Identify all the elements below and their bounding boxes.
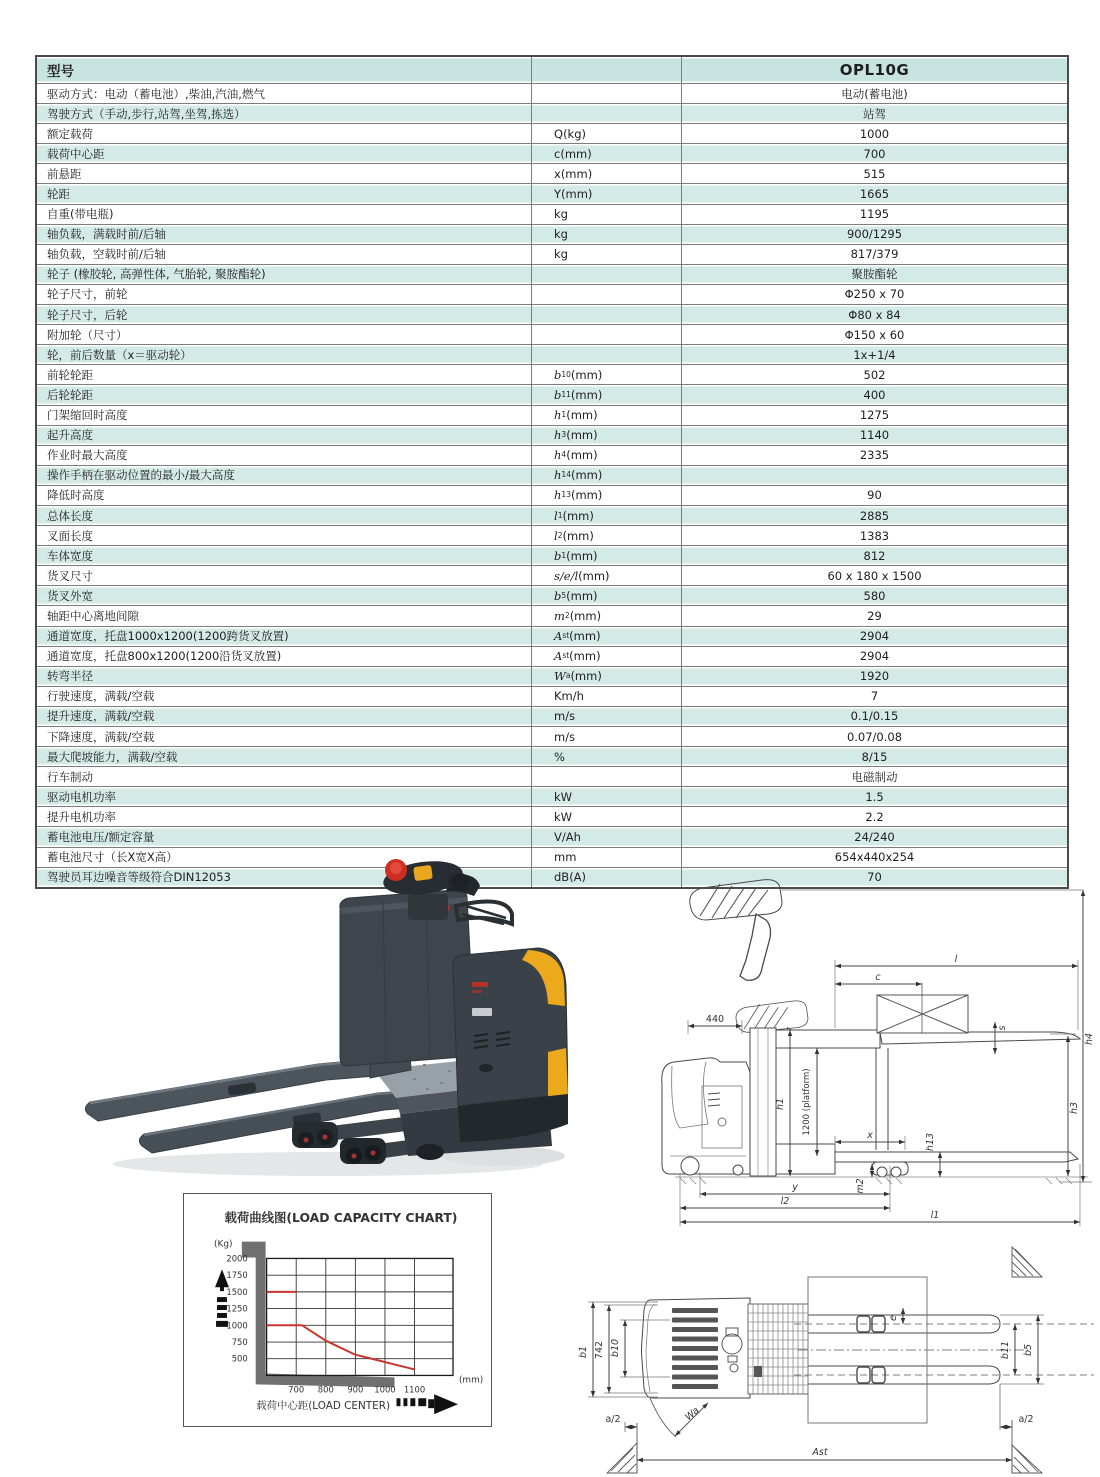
spec-unit bbox=[532, 104, 682, 123]
spec-label: 附加轮（尺寸） bbox=[37, 325, 532, 344]
dim-label-l2: l2 bbox=[780, 1196, 790, 1207]
spec-label: 额定载荷 bbox=[37, 124, 532, 143]
spec-label: 轮距 bbox=[37, 184, 532, 203]
spec-value: 0.1/0.15 bbox=[850, 709, 899, 724]
spec-value: 2885 bbox=[859, 508, 890, 523]
spec-label: 提升速度，满载/空载 bbox=[37, 707, 532, 726]
table-row bbox=[37, 205, 1067, 225]
table-row bbox=[37, 506, 1067, 526]
spec-value: 400 bbox=[863, 387, 886, 402]
spec-unit: h 13 (mm) bbox=[532, 486, 682, 505]
model-header-value: OPL10G bbox=[839, 61, 910, 79]
spec-value: 700 bbox=[863, 146, 886, 161]
spec-value: 24/240 bbox=[854, 830, 895, 845]
dim-label-l: l bbox=[954, 954, 958, 965]
table-row bbox=[37, 365, 1067, 385]
spec-unit: b 11 (mm) bbox=[532, 385, 682, 404]
spec-label: 货叉尺寸 bbox=[37, 566, 532, 585]
svg-text:900: 900 bbox=[347, 1384, 364, 1395]
spec-value: 1.5 bbox=[865, 789, 884, 804]
spec-label: 蓄电池尺寸（长X宽X高） bbox=[37, 848, 532, 867]
spec-label: 操作手柄在驱动位置的最小/最大高度 bbox=[37, 466, 532, 485]
spec-label: 轮子 (橡胶轮, 高弹性体, 气胎轮, 聚胺酯轮) bbox=[37, 265, 532, 284]
dim-label-h13: h13 bbox=[925, 1132, 936, 1152]
load-box bbox=[877, 983, 968, 1033]
spec-value: 电动(蓄电池) bbox=[841, 86, 908, 101]
spec-label: 轴距中心离地间隙 bbox=[37, 606, 532, 625]
spec-value: 29 bbox=[867, 608, 882, 623]
table-row bbox=[37, 285, 1067, 305]
horn-button bbox=[413, 865, 433, 881]
spec-value: Φ150 x 60 bbox=[844, 327, 905, 342]
dim-label-wa: Wa bbox=[683, 1405, 702, 1424]
table-row bbox=[37, 265, 1067, 285]
svg-text:750: 750 bbox=[231, 1336, 248, 1347]
spec-value: 654x440x254 bbox=[834, 850, 915, 865]
spec-label: 轮，前后数量（x＝驱动轮） bbox=[37, 345, 532, 364]
table-row bbox=[37, 667, 1067, 687]
spec-value: 1665 bbox=[859, 187, 890, 202]
spec-label: 驱动电机功率 bbox=[37, 787, 532, 806]
topview-platform-deck bbox=[748, 1304, 808, 1394]
spec-unit bbox=[532, 345, 682, 364]
spec-value: 502 bbox=[863, 367, 886, 382]
table-row bbox=[37, 546, 1067, 566]
spec-unit: dB(A) bbox=[532, 868, 682, 887]
spec-value: 1920 bbox=[859, 669, 890, 684]
spec-unit: Km/h bbox=[532, 687, 682, 706]
plot-border bbox=[267, 1258, 453, 1375]
dim-label-440: 440 bbox=[705, 1014, 725, 1025]
dim-label-x: x bbox=[867, 1130, 873, 1141]
spec-value: 1275 bbox=[859, 408, 890, 423]
spec-label: 行车制动 bbox=[37, 767, 532, 786]
spec-value: 60 x 180 x 1500 bbox=[827, 568, 922, 583]
spec-label: 总体长度 bbox=[37, 506, 532, 525]
rear-power-unit bbox=[453, 948, 568, 1142]
spec-value: 817/379 bbox=[850, 247, 899, 262]
spec-unit bbox=[532, 767, 682, 786]
spec-label: 通道宽度，托盘800x1200(1200沿货叉放置) bbox=[37, 647, 532, 666]
spec-label: 蓄电池电压/额定容量 bbox=[37, 827, 532, 846]
table-row bbox=[37, 606, 1067, 626]
capacity-chart-svg bbox=[184, 1194, 491, 1426]
spec-value: 聚胺酯轮 bbox=[851, 267, 898, 282]
table-row bbox=[37, 385, 1067, 405]
spec-unit: h 1 (mm) bbox=[532, 406, 682, 425]
dim-label-h4: h4 bbox=[1084, 1032, 1095, 1046]
dim-label-a2-right: a/2 bbox=[1018, 1414, 1034, 1425]
thick-axis bbox=[242, 1242, 395, 1388]
spec-label: 通道宽度，托盘1000x1200(1200跨货叉放置) bbox=[37, 627, 532, 646]
side-view-drawing bbox=[650, 876, 1100, 1248]
table-row bbox=[37, 184, 1067, 204]
spec-value: 1140 bbox=[859, 428, 890, 443]
spec-unit bbox=[532, 285, 682, 304]
table-row bbox=[37, 807, 1067, 827]
spec-unit: l 2 (mm) bbox=[532, 526, 682, 545]
spec-label: 轴负载，满载时前/后轴 bbox=[37, 225, 532, 244]
spec-value: 1195 bbox=[859, 207, 890, 222]
dim-label-c: c bbox=[875, 972, 881, 983]
table-row bbox=[37, 426, 1067, 446]
table-row bbox=[37, 787, 1067, 807]
spec-unit: Y (mm) bbox=[532, 184, 682, 203]
topview-forks bbox=[794, 1315, 1094, 1384]
spec-value: 1000 bbox=[859, 126, 890, 141]
dim-label-ast: Ast bbox=[812, 1447, 828, 1458]
spec-value: 2904 bbox=[859, 629, 890, 644]
table-row bbox=[37, 486, 1067, 506]
dim-label-e: e bbox=[888, 1315, 899, 1321]
top-view-drawing bbox=[558, 1240, 1100, 1477]
svg-text:800: 800 bbox=[317, 1384, 334, 1395]
spec-unit: A st (mm) bbox=[532, 647, 682, 666]
spec-label: 前轮轮距 bbox=[37, 365, 532, 384]
spec-unit: m/s bbox=[532, 707, 682, 726]
svg-text:1000: 1000 bbox=[374, 1384, 396, 1395]
x-unit-label: (mm) bbox=[458, 1375, 484, 1386]
spec-unit bbox=[532, 84, 682, 103]
table-row bbox=[37, 245, 1067, 265]
chart-title: 载荷曲线图(LOAD CAPACITY CHART) bbox=[224, 1209, 458, 1225]
dim-label-b11: b11 bbox=[1000, 1340, 1011, 1360]
table-row bbox=[37, 305, 1067, 325]
table-row bbox=[37, 727, 1067, 747]
dim-label-b1: b1 bbox=[578, 1345, 589, 1359]
spec-unit bbox=[532, 265, 682, 284]
table-row bbox=[37, 104, 1067, 124]
model-header-label: 型号 bbox=[37, 57, 532, 83]
spec-label: 门架缩回时高度 bbox=[37, 406, 532, 425]
spec-label: 轴负载，空载时前/后轴 bbox=[37, 245, 532, 264]
dim-label-m2: m2 bbox=[855, 1178, 866, 1194]
dim-label-y: y bbox=[792, 1182, 798, 1193]
spec-label: 货叉外宽 bbox=[37, 586, 532, 605]
spec-value bbox=[682, 466, 1067, 485]
spec-table bbox=[35, 55, 1069, 889]
spec-unit bbox=[532, 325, 682, 344]
spec-value: 812 bbox=[863, 548, 886, 563]
dim-label-b5: b5 bbox=[1023, 1343, 1034, 1357]
table-row bbox=[37, 124, 1067, 144]
svg-text:500: 500 bbox=[231, 1353, 248, 1364]
spec-value: 8/15 bbox=[861, 749, 888, 764]
spec-value: 0.07/0.08 bbox=[846, 729, 903, 744]
chart-grid bbox=[267, 1258, 453, 1375]
spec-label: 行驶速度，满载/空载 bbox=[37, 687, 532, 706]
spec-label: 驱动方式：电动（蓄电池）,柴油,汽油,燃气 bbox=[37, 84, 532, 103]
spec-unit: kg bbox=[532, 205, 682, 224]
spec-label: 前悬距 bbox=[37, 164, 532, 183]
spec-unit: kg bbox=[532, 245, 682, 264]
spec-value: 7 bbox=[870, 689, 879, 704]
spec-unit: W a (mm) bbox=[532, 667, 682, 686]
dim-label-a2-left: a/2 bbox=[605, 1414, 621, 1425]
unit-header-cell bbox=[532, 57, 682, 83]
dim-label-742: 742 bbox=[594, 1340, 605, 1360]
spec-value: 站驾 bbox=[863, 106, 886, 121]
spec-value: 1x+1/4 bbox=[853, 347, 896, 362]
spec-label: 叉面长度 bbox=[37, 526, 532, 545]
table-row bbox=[37, 225, 1067, 245]
spec-unit: A st (mm) bbox=[532, 627, 682, 646]
spec-label: 作业时最大高度 bbox=[37, 446, 532, 465]
spec-unit: c (mm) bbox=[532, 144, 682, 163]
chart-series bbox=[267, 1292, 415, 1370]
spec-label: 转弯半径 bbox=[37, 667, 532, 686]
spec-label: 驾驶方式（手动,步行,站驾,坐驾,拣选） bbox=[37, 104, 532, 123]
spec-unit: kW bbox=[532, 807, 682, 826]
svg-text:700: 700 bbox=[288, 1384, 305, 1395]
spec-label: 下降速度，满载/空载 bbox=[37, 727, 532, 746]
x-axis-label: 载荷中心距(LOAD CENTER) bbox=[256, 1400, 391, 1413]
table-row bbox=[37, 747, 1067, 767]
spec-label: 提升电机功率 bbox=[37, 807, 532, 826]
dim-label-l1: l1 bbox=[930, 1210, 940, 1221]
svg-text:1100: 1100 bbox=[403, 1384, 426, 1395]
spec-label: 轮子尺寸，后轮 bbox=[37, 305, 532, 324]
spec-unit: m/s bbox=[532, 727, 682, 746]
dim-label-s: s bbox=[997, 1025, 1008, 1031]
spec-value: Φ250 x 70 bbox=[844, 287, 905, 302]
spec-value: 2335 bbox=[859, 448, 890, 463]
spec-unit: s/e/l (mm) bbox=[532, 566, 682, 585]
spec-label: 起升高度 bbox=[37, 426, 532, 445]
spec-unit: Q (kg) bbox=[532, 124, 682, 143]
tiller-detail-drawing bbox=[690, 880, 782, 981]
spec-unit: V/Ah bbox=[532, 827, 682, 846]
spec-label: 后轮轮距 bbox=[37, 385, 532, 404]
spec-unit: kg bbox=[532, 225, 682, 244]
spec-label: 驾驶员耳边噪音等级符合DIN12053 bbox=[37, 868, 532, 887]
dim-label-h1: h1 bbox=[775, 1097, 786, 1111]
spec-table-rows bbox=[37, 84, 1067, 887]
spec-unit: b 5 (mm) bbox=[532, 586, 682, 605]
spec-label: 最大爬坡能力，满载/空载 bbox=[37, 747, 532, 766]
table-row bbox=[37, 345, 1067, 365]
table-row bbox=[37, 144, 1067, 164]
spec-value: 90 bbox=[867, 488, 882, 503]
spec-value: 电磁制动 bbox=[851, 769, 898, 784]
spec-unit: % bbox=[532, 747, 682, 766]
spec-unit: b 1 (mm) bbox=[532, 546, 682, 565]
table-row bbox=[37, 707, 1067, 727]
spec-value: 2.2 bbox=[865, 809, 884, 824]
spec-unit: h 3 (mm) bbox=[532, 426, 682, 445]
table-row bbox=[37, 84, 1067, 104]
table-row bbox=[37, 827, 1067, 847]
spec-value: 515 bbox=[863, 166, 886, 181]
spec-label: 车体宽度 bbox=[37, 546, 532, 565]
svg-text:1000: 1000 bbox=[226, 1320, 248, 1331]
table-row bbox=[37, 466, 1067, 486]
table-row bbox=[37, 164, 1067, 184]
spec-value: 1383 bbox=[859, 528, 890, 543]
spec-unit: mm bbox=[532, 848, 682, 867]
table-row bbox=[37, 586, 1067, 606]
table-row bbox=[37, 687, 1067, 707]
truck-body-outline bbox=[662, 1058, 750, 1175]
table-row bbox=[37, 627, 1067, 647]
spec-unit: h 14 (mm) bbox=[532, 466, 682, 485]
svg-text:1500: 1500 bbox=[226, 1286, 248, 1297]
spec-value: 580 bbox=[863, 588, 886, 603]
spec-unit: h 4 (mm) bbox=[532, 446, 682, 465]
y-unit-label: (Kg) bbox=[214, 1239, 233, 1250]
spec-unit: x (mm) bbox=[532, 164, 682, 183]
spec-unit: b 10 (mm) bbox=[532, 365, 682, 384]
spec-label: 载荷中心距 bbox=[37, 144, 532, 163]
spec-unit: l 1 (mm) bbox=[532, 506, 682, 525]
spec-label: 自重(带电瓶) bbox=[37, 205, 532, 224]
table-header-row bbox=[37, 57, 1067, 84]
load-capacity-chart bbox=[183, 1193, 492, 1427]
spec-unit: kW bbox=[532, 787, 682, 806]
dim-label-h3: h3 bbox=[1069, 1101, 1080, 1115]
dim-label-platform: 1200 (platform) bbox=[802, 1068, 812, 1136]
table-row bbox=[37, 767, 1067, 787]
spec-value: Φ80 x 84 bbox=[848, 307, 901, 322]
spec-label: 轮子尺寸，前轮 bbox=[37, 285, 532, 304]
ground-line bbox=[675, 1177, 1088, 1184]
spec-value: 70 bbox=[867, 870, 882, 885]
raised-platform bbox=[776, 1030, 1080, 1150]
table-row bbox=[37, 566, 1067, 586]
table-row bbox=[37, 406, 1067, 426]
spec-value: 2904 bbox=[859, 649, 890, 664]
svg-text:2000: 2000 bbox=[226, 1253, 248, 1264]
table-row bbox=[37, 647, 1067, 667]
spec-value: 900/1295 bbox=[846, 227, 903, 242]
dim-label-b10: b10 bbox=[610, 1338, 621, 1358]
table-row bbox=[37, 446, 1067, 466]
table-row bbox=[37, 325, 1067, 345]
right-arrow-icon bbox=[396, 1394, 457, 1414]
turning-radius-arc bbox=[650, 1398, 708, 1437]
topview-body bbox=[642, 1298, 751, 1398]
svg-text:1250: 1250 bbox=[226, 1303, 248, 1314]
table-row bbox=[37, 526, 1067, 546]
mast bbox=[750, 1028, 776, 1176]
spec-unit bbox=[532, 305, 682, 324]
spec-label: 降低时高度 bbox=[37, 486, 532, 505]
product-photo bbox=[78, 856, 568, 1196]
spec-unit: m 2 (mm) bbox=[532, 606, 682, 625]
brand-logo bbox=[472, 982, 488, 987]
svg-text:1750: 1750 bbox=[226, 1270, 248, 1281]
